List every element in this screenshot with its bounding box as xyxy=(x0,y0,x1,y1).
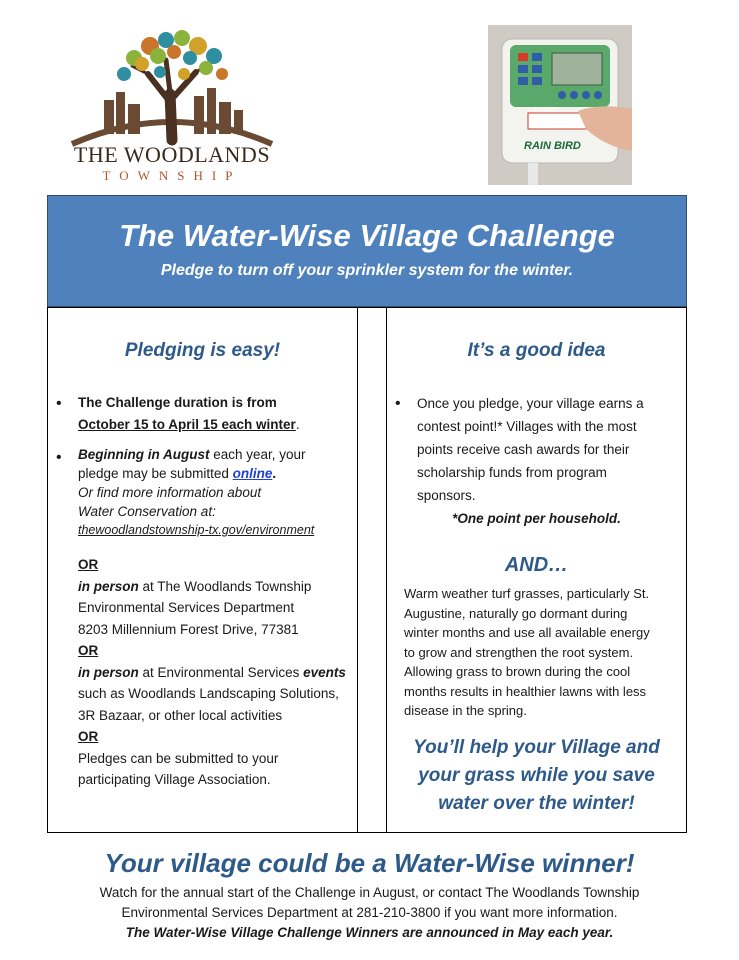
logo-subname: TOWNSHIP xyxy=(102,168,242,183)
photo-brand: RAIN BIRD xyxy=(524,140,581,152)
contest-point-text: Once you pledge, your village earns a contest point!* Villages with the most points receive cash awards for their scholarship funds from program sponsors. xyxy=(417,396,644,503)
or-separator: OR xyxy=(78,557,99,572)
or-separator: OR xyxy=(78,643,99,658)
bullet-icon: • xyxy=(56,449,62,466)
left-column xyxy=(47,307,358,833)
woodlands-township-logo xyxy=(62,22,282,187)
tree-skyline-icon xyxy=(62,22,282,152)
page-title: The Water-Wise Village Challenge xyxy=(119,218,615,253)
turf-paragraph: Warm weather turf grasses, particularly St. Augustine, naturally go dormant during winter months and use all available energy to grow and strengthen the root system. Allowing grass to brown during the cool months results in healthier lawns with less disease in the spring. xyxy=(404,586,650,718)
sprinkler-controller-photo xyxy=(488,25,632,185)
right-column xyxy=(386,307,687,833)
closing-message: You’ll help your Village and your grass while you save water over the winter! xyxy=(413,737,660,814)
column-divider xyxy=(357,307,387,833)
footnote: *One point per household. xyxy=(452,511,621,526)
footer-line-1: Watch for the annual start of the Challenge in August, or contact The Woodlands Township xyxy=(99,885,640,900)
footer-line-2: Environmental Services Department at 281-210-3800 if you want more information. xyxy=(121,905,618,920)
environment-url[interactable]: thewoodlandstownship-tx.gov/environment xyxy=(78,523,315,537)
right-heading: It’s a good idea xyxy=(467,340,606,361)
photo-model: ESP-RZX xyxy=(534,107,556,113)
online-link[interactable]: online xyxy=(232,466,273,481)
title-banner xyxy=(47,195,687,307)
bullet-icon: • xyxy=(56,395,62,412)
left-heading: Pledging is easy! xyxy=(124,340,281,361)
page-subtitle: Pledge to turn off your sprinkler system for the winter. xyxy=(160,262,574,279)
or-separator: OR xyxy=(78,729,99,744)
online-pledge-text: Beginning in August each year, your pledge may be submitted online. Or find more information about Water Conservation at: thewoodlandstownship-tx.gov/environment xyxy=(78,447,315,537)
bullet-icon: • xyxy=(395,395,401,412)
footer-title: Your village could be a Water-Wise winner! xyxy=(104,848,635,878)
logo-name: THE WOODLANDS xyxy=(73,142,271,167)
duration-text: The Challenge duration is from October 15 to April 15 each winter. xyxy=(78,395,300,432)
and-heading: AND… xyxy=(504,554,569,576)
footer-line-3: The Water-Wise Village Challenge Winners are announced in May each year. xyxy=(125,925,614,940)
in-person-options: OR in person at The Woodlands Township Environmental Services Department 8203 Millennium Forest Drive, 77381 OR in person at Environmental Services events such as Woodlands Landscaping Solutions, 3R Bazaar, or other local activities OR Pledges can be submitted to your participating Village Association. xyxy=(78,554,356,791)
